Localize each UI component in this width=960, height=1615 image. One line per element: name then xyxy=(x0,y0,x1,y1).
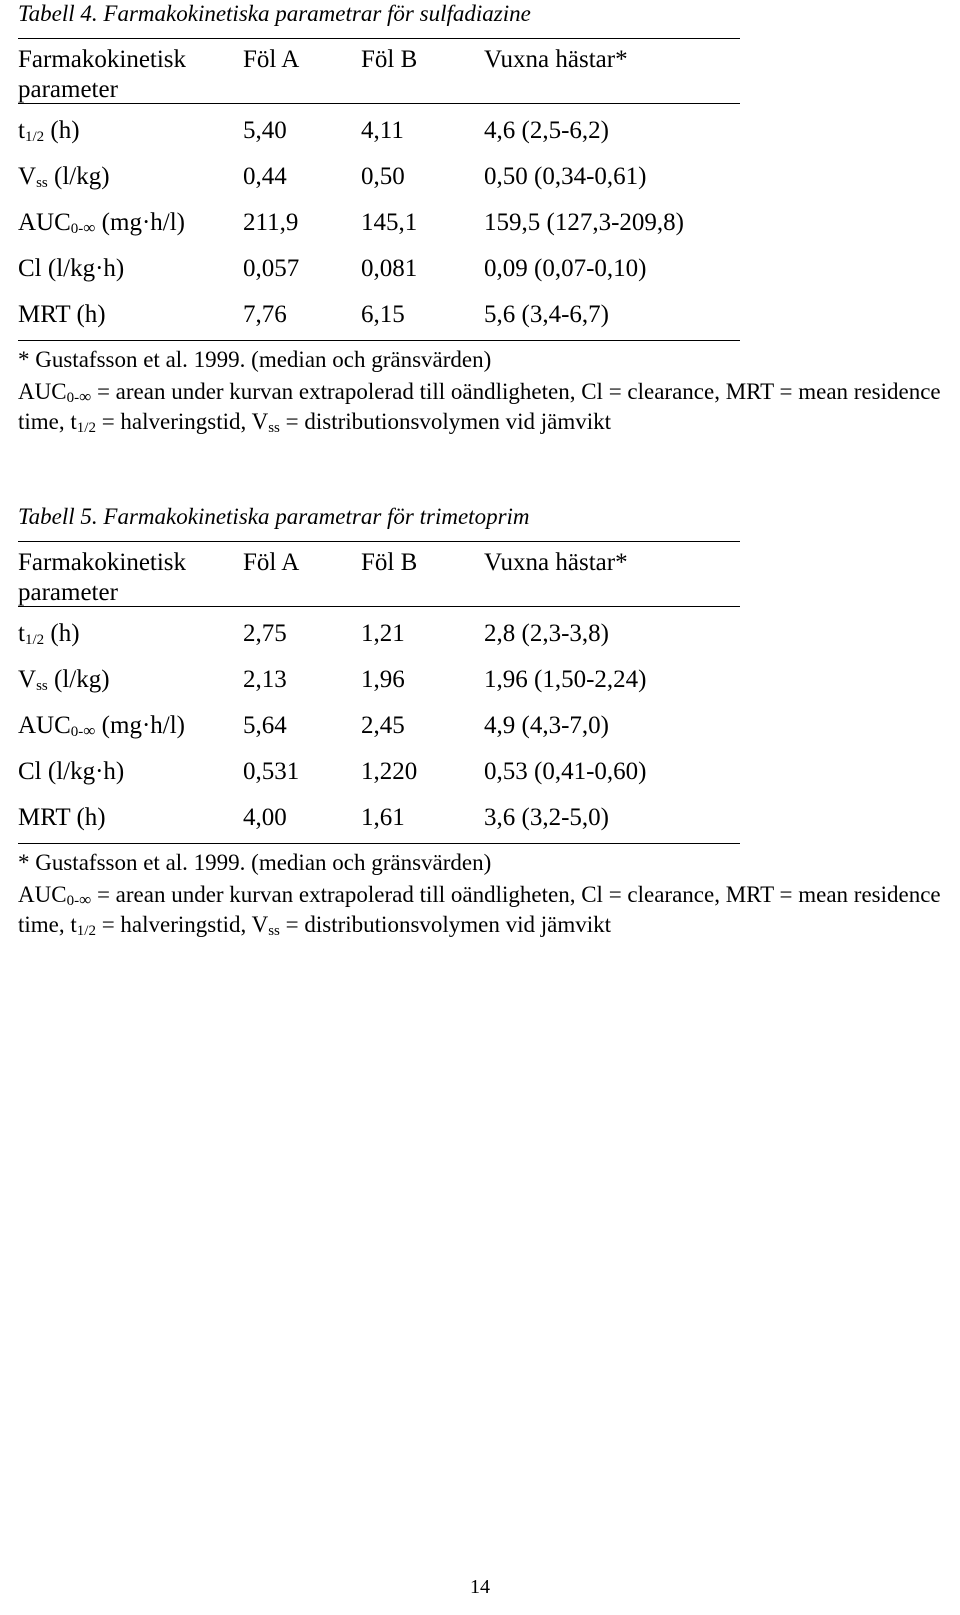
table-row xyxy=(18,613,740,659)
fol-b-cell: 6,15 xyxy=(361,301,405,328)
table-row xyxy=(18,797,740,843)
table-5-footnote: * Gustafsson et al. 1999. (median och gränsvärden) xyxy=(18,850,492,875)
param-cell: MRT (h) xyxy=(18,301,106,328)
table-row xyxy=(18,110,740,156)
fol-b-cell: 1,61 xyxy=(361,804,405,831)
vuxna-cell: 0,50 (0,34-0,61) xyxy=(484,163,647,190)
table-5-legend: $AUC_{0-}\infty$ = arean under kurvan extrapolerad till oändligheten, Cl = clearance, MRT = mean residence time, $t_{1/2}$ = halveringstid, $V_{ss}$ = distributionsvolymen vid jämvikt xyxy=(18,882,941,939)
table-row xyxy=(18,659,740,705)
header-parameter: Farmakokinetisk parameter xyxy=(18,46,187,103)
param-cell: $AUC_{0-}\infty$ (mg·h/l) xyxy=(18,209,185,237)
vuxna-cell: 2,8 (2,3-3,8) xyxy=(484,620,609,647)
header-vuxna: Vuxna hästar* xyxy=(484,46,628,73)
table-5-block xyxy=(18,503,941,940)
table-4-block xyxy=(18,0,941,437)
fol-a-cell: 5,64 xyxy=(243,712,287,739)
fol-b-cell: 1,220 xyxy=(361,758,418,785)
fol-b-cell: 1,96 xyxy=(361,666,405,693)
table-4-footnote: * Gustafsson et al. 1999. (median och gränsvärden) xyxy=(18,347,492,372)
fol-a-cell: 211,9 xyxy=(243,209,299,236)
fol-b-cell: 145,1 xyxy=(361,209,418,236)
table-4-caption: Tabell 4. Farmakokinetiska parametrar för sulfadiazine xyxy=(18,1,531,26)
table-row xyxy=(18,156,740,202)
table-row xyxy=(18,202,740,248)
param-cell: $AUC_{0-}\infty$ (mg·h/l) xyxy=(18,712,185,740)
fol-a-cell: 0,531 xyxy=(243,758,300,785)
table-5-bottom-rule xyxy=(18,843,740,844)
table-row xyxy=(18,248,740,294)
fol-b-cell: 1,21 xyxy=(361,620,405,647)
fol-a-cell: 2,13 xyxy=(243,666,287,693)
table-row xyxy=(18,751,740,797)
param-cell: $t_{1/2}$ (h) xyxy=(18,620,80,648)
fol-a-cell: 2,75 xyxy=(243,620,287,647)
header-fol-b: Föl B xyxy=(361,549,418,576)
vuxna-cell: 0,53 (0,41-0,60) xyxy=(484,758,647,785)
vuxna-cell: 5,6 (3,4-6,7) xyxy=(484,301,609,328)
fol-b-cell: 4,11 xyxy=(361,117,404,144)
header-vuxna: Vuxna hästar* xyxy=(484,549,628,576)
vuxna-cell: 1,96 (1,50-2,24) xyxy=(484,666,647,693)
header-parameter: Farmakokinetisk parameter xyxy=(18,549,187,606)
param-cell: $V_{ss}$ (l/kg) xyxy=(18,666,110,694)
table-row xyxy=(18,294,740,340)
fol-a-cell: 5,40 xyxy=(243,117,287,144)
vuxna-cell: 4,9 (4,3-7,0) xyxy=(484,712,609,739)
table-4-bottom-rule xyxy=(18,340,740,341)
param-cell: Cl (l/kg·h) xyxy=(18,758,125,785)
table-5-caption: Tabell 5. Farmakokinetiska parametrar för trimetoprim xyxy=(18,504,530,529)
param-cell: $V_{ss}$ (l/kg) xyxy=(18,163,110,191)
vuxna-cell: 4,6 (2,5-6,2) xyxy=(484,117,609,144)
table-5-header-row xyxy=(18,542,740,606)
fol-a-cell: 4,00 xyxy=(243,804,287,831)
fol-b-cell: 0,50 xyxy=(361,163,405,190)
table-row xyxy=(18,705,740,751)
fol-b-cell: 0,081 xyxy=(361,255,418,282)
table-4-header-row xyxy=(18,39,740,103)
vuxna-cell: 3,6 (3,2-5,0) xyxy=(484,804,609,831)
header-fol-a: Föl A xyxy=(243,46,300,73)
page-number: 14 xyxy=(470,1576,490,1598)
param-cell: Cl (l/kg·h) xyxy=(18,255,125,282)
param-cell: MRT (h) xyxy=(18,804,106,831)
fol-a-cell: 0,057 xyxy=(243,255,300,282)
header-fol-a: Föl A xyxy=(243,549,300,576)
fol-a-cell: 0,44 xyxy=(243,163,287,190)
vuxna-cell: 159,5 (127,3-209,8) xyxy=(484,209,684,236)
header-fol-b: Föl B xyxy=(361,46,418,73)
fol-a-cell: 7,76 xyxy=(243,301,287,328)
fol-b-cell: 2,45 xyxy=(361,712,405,739)
param-cell: $t_{1/2}$ (h) xyxy=(18,117,80,145)
vuxna-cell: 0,09 (0,07-0,10) xyxy=(484,255,647,282)
table-4-legend: $AUC_{0-}\infty$ = arean under kurvan extrapolerad till oändligheten, Cl = clearance, MRT = mean residence time, $t_{1/2}$ = halveringstid, $V_{ss}$ = distributionsvolymen vid jämvikt xyxy=(18,379,941,436)
